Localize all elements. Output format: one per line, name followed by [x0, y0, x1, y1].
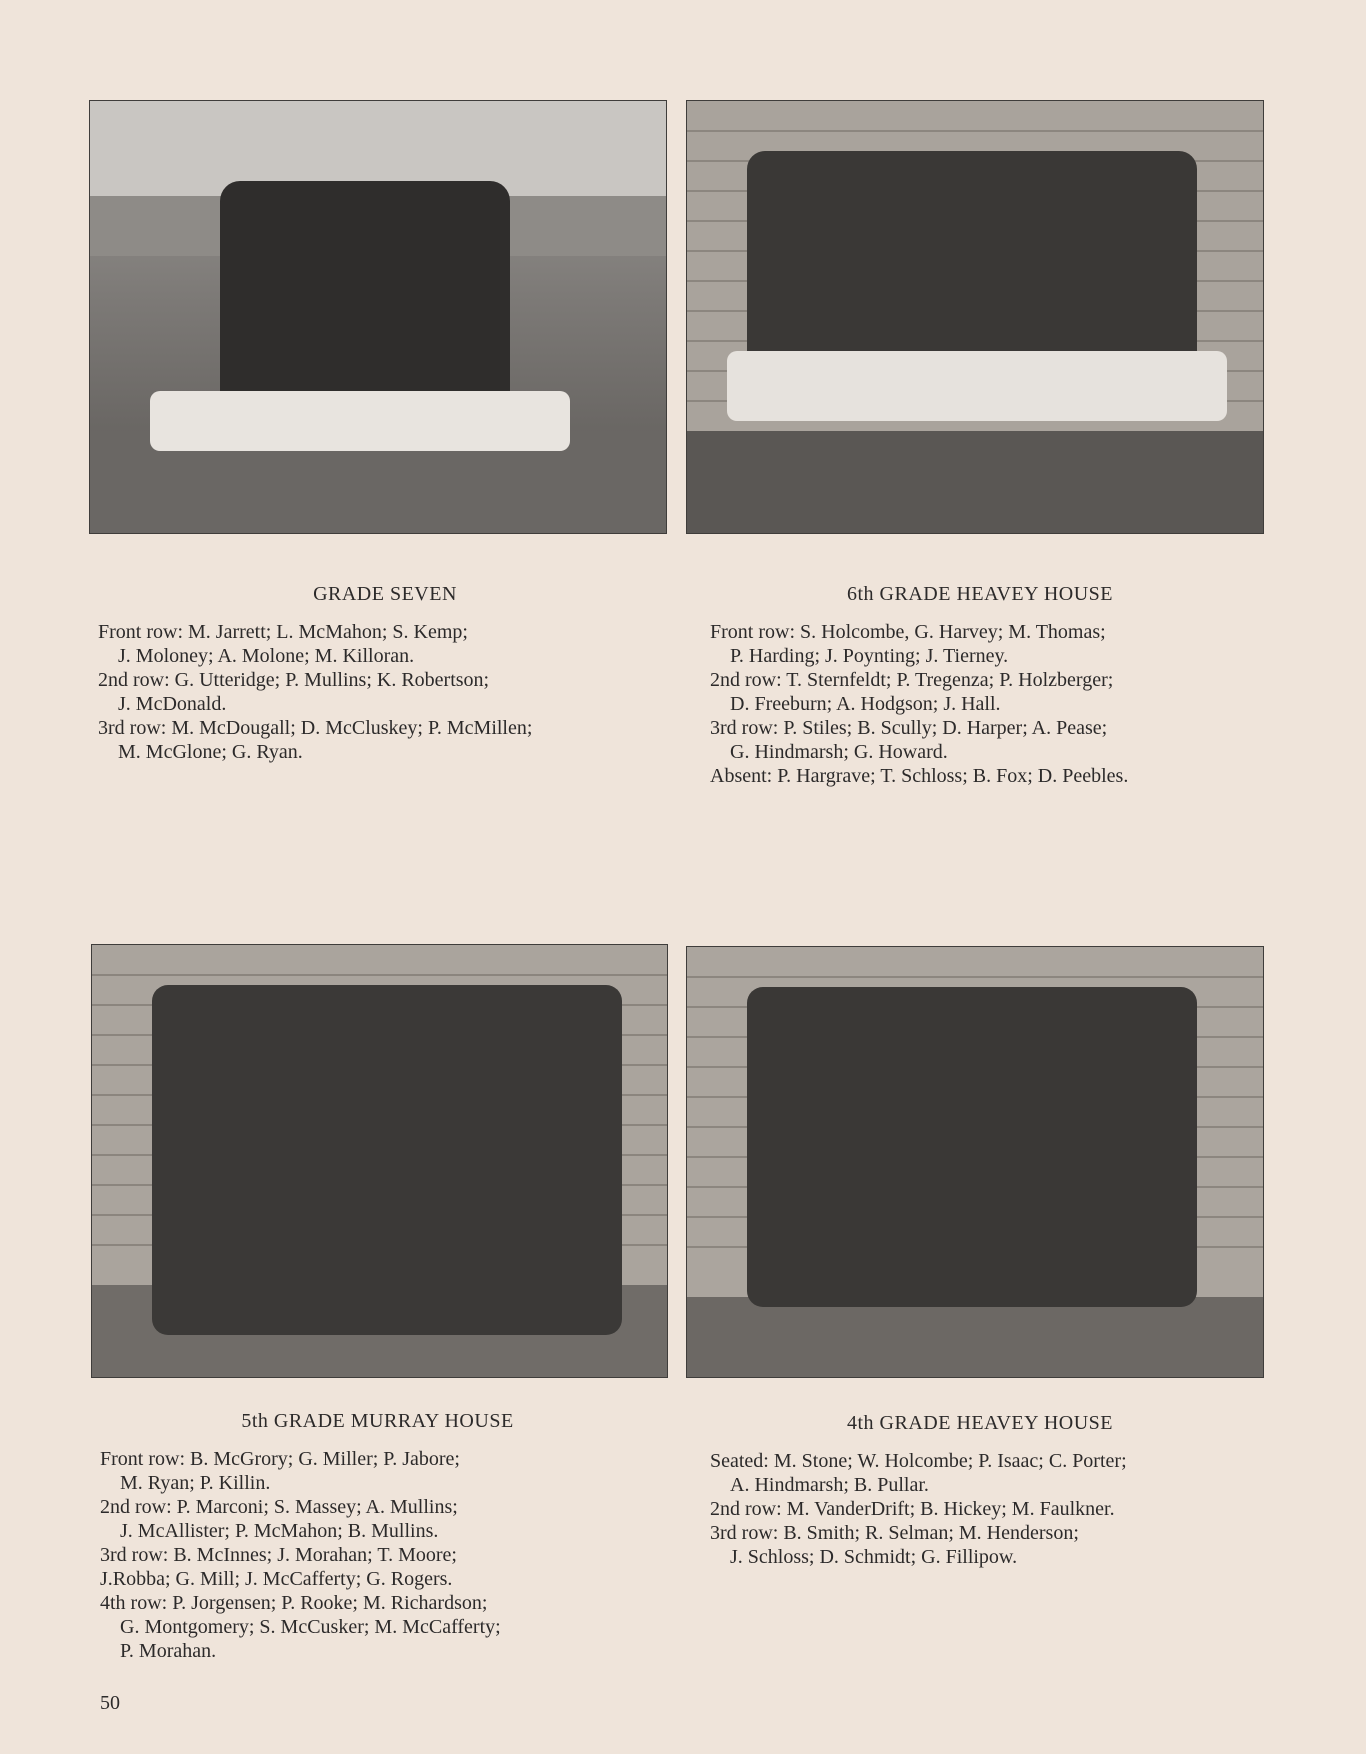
- caption-line: J. Moloney; A. Molone; M. Killoran.: [118, 645, 415, 667]
- photo-5th-grade-murray-house: [91, 944, 668, 1378]
- caption-line: G. Hindmarsh; G. Howard.: [730, 741, 948, 763]
- caption-line: 3rd row: P. Stiles; B. Scully; D. Harper; A. Pease;: [710, 717, 1108, 739]
- photo-4th-grade-heavey-house: [686, 946, 1264, 1378]
- caption-line: 3rd row: M. McDougall; D. McCluskey; P. McMillen;: [98, 717, 533, 739]
- caption-line: 2nd row: M. VanderDrift; B. Hickey; M. Faulkner.: [710, 1498, 1115, 1520]
- section-title: 4th GRADE HEAVEY HOUSE: [847, 1412, 1113, 1434]
- section-title: 6th GRADE HEAVEY HOUSE: [847, 583, 1113, 605]
- caption-line: 3rd row: B. Smith; R. Selman; M. Henderson;: [710, 1522, 1079, 1544]
- caption-line: M. Ryan; P. Killin.: [120, 1472, 271, 1494]
- caption-4th-grade-heavey-house: [710, 1412, 1330, 1569]
- caption-line: Seated: M. Stone; W. Holcombe; P. Isaac; C. Porter;: [710, 1450, 1127, 1472]
- caption-line: Front row: S. Holcombe, G. Harvey; M. Thomas;: [710, 621, 1106, 643]
- caption-line: 2nd row: T. Sternfeldt; P. Tregenza; P. Holzberger;: [710, 669, 1114, 691]
- photo-grade-seven: [89, 100, 667, 534]
- caption-line: 2nd row: G. Utteridge; P. Mullins; K. Robertson;: [98, 669, 490, 691]
- section-title: 5th GRADE MURRAY HOUSE: [241, 1410, 514, 1432]
- caption-line: J. McAllister; P. McMahon; B. Mullins.: [120, 1520, 439, 1542]
- caption-line: Absent: P. Hargrave; T. Schloss; B. Fox; D. Peebles.: [710, 765, 1129, 787]
- caption-5th-grade-murray-house: [100, 1410, 700, 1663]
- section-title: GRADE SEVEN: [313, 583, 457, 605]
- caption-line: Front row: M. Jarrett; L. McMahon; S. Kemp;: [98, 621, 468, 643]
- caption-line: D. Freeburn; A. Hodgson; J. Hall.: [730, 693, 1001, 715]
- caption-line: G. Montgomery; S. McCusker; M. McCafferty;: [120, 1616, 501, 1638]
- caption-line: P. Morahan.: [120, 1640, 217, 1662]
- caption-line: 2nd row: P. Marconi; S. Massey; A. Mullins;: [100, 1496, 458, 1518]
- caption-line: M. McGlone; G. Ryan.: [118, 741, 303, 763]
- caption-grade-seven: [98, 583, 688, 764]
- caption-line: P. Harding; J. Poynting; J. Tierney.: [730, 645, 1009, 667]
- caption-6th-grade-heavey-house: [710, 583, 1340, 788]
- caption-line: J.Robba; G. Mill; J. McCafferty; G. Rogers.: [100, 1568, 453, 1590]
- caption-line: Front row: B. McGrory; G. Miller; P. Jabore;: [100, 1448, 460, 1470]
- page-number: 50: [100, 1692, 120, 1714]
- photo-6th-grade-heavey-house: [686, 100, 1264, 534]
- caption-line: J. Schloss; D. Schmidt; G. Fillipow.: [730, 1546, 1018, 1568]
- caption-line: 3rd row: B. McInnes; J. Morahan; T. Moore;: [100, 1544, 457, 1566]
- caption-line: 4th row: P. Jorgensen; P. Rooke; M. Richardson;: [100, 1592, 488, 1614]
- caption-line: J. McDonald.: [118, 693, 227, 715]
- caption-line: A. Hindmarsh; B. Pullar.: [730, 1474, 929, 1496]
